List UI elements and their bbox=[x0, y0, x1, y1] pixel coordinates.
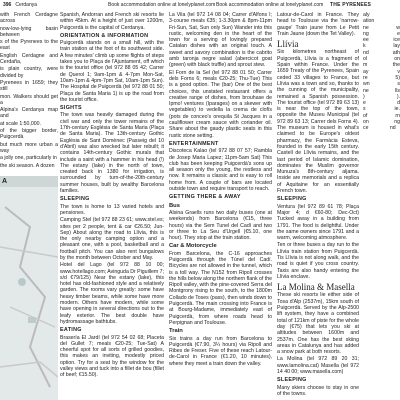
map-title: A bbox=[0, 176, 58, 187]
subheading-bus: Bus bbox=[169, 202, 180, 209]
lavila-paragraph: La Vila (tel 972 14 08 04; Carrer d'Alfons I; 3-course meals €35; 1-3.30pm & 8pm-11pm Fri-Sun, Sat, Sun only Sun) Wander into this rustic, welcoming den in the heart of the town for a serving of lovingly prepared Catalan dishes with an original touch. A sweet and savory combination is the cabrito amb taronja negre salad (abercicot goat (green) with black truffle) and sprout stew. bbox=[169, 12, 272, 69]
intro-paragraph: Spanish, Andorran and French ski resorts lie within 45km. At a height of just over 1200m, Puigcerdà is the capital of Cerdanya. bbox=[60, 12, 164, 31]
header-url-right[interactable]: Book accommodation online at lonelyplanet.com bbox=[216, 2, 324, 8]
llivia-paragraph: Six kilometres northeast of Puigcerdà, Llívia is a fragment of Spain within France. Under the 1659 Treaty of the Pyrenees, Spain ceded 33 villages to France, but Llívia was a town and so, thanks to the cunning of the municipality, remained a Spanish possession. The tourist office (tel 972 89 63 13) is near the top of the town, opposite the Museu Municipal (tel 972 89 63 13; Carrer dels Forns 4). The museum is housed in what's claimed to be Europe's oldest pharmacy, the Farmàcia Esteva, founded in the early 15th century. Castell de Llívia remains, and the last period of Islamic domination, dominates the Muslim governor Munuza's 8th-century aljama. Inside are memorials and a replica of Aquitaine for an essentially French town. bbox=[277, 49, 359, 195]
section-heading-sights: SIGHTS bbox=[60, 105, 82, 112]
col1-line: the ski season. A dozen bbox=[0, 162, 55, 169]
section-heading-orientation: ORIENTATION & INFORMATION bbox=[60, 32, 149, 39]
hotel-paragraph: Hotel del Lago (tel 972 88 10 00; www.hotellago.com; Avinguda Dr Piguillem 7; s/d €79/125) Near the estany (lake), this hotel has old-fashioned style and a relatively garden. The rooms vary greatly: some have heavy timber beams, while some have more modern. Others have modern, while some have opening in several directions out to the leafy exterior. The best double have hydromassage bathtubs. bbox=[60, 262, 164, 325]
col4-intro: Latour-de-Carol in France. They head to Toulouse via the 'narrow-gauge' Train jaune from Le Petit Train Jaune (down the Tet Valley). bbox=[277, 12, 359, 37]
car-paragraph: From Barcelona, the C-16 approaches Puigcerdà through the Túnel del Cadí. Bicycles are not allowed in the tunnel, which is a toll way. The N152 from Ripoll crosses the hills below along the northern flank of the Ripoll valley, with the pine-covered Serra del Montgrony rising to the south, to the 1800m Collado de Toses (pass), then winds down to Puigcerdà. The main crossing into France is at Bourg-Madame, immediately east of Puigcerdà, from where roads head to Perpignan and Toulouse. bbox=[169, 250, 272, 326]
town-map bbox=[0, 176, 58, 400]
section-heading-molina-sleeping: SLEEPING bbox=[277, 377, 307, 384]
col1-line: a jolly one, particularly in bbox=[0, 155, 57, 162]
molina-sleeping-paragraph: Many skiers choose to stay in one of the towns. bbox=[277, 384, 359, 397]
col1-line: Pyrenees in 1659; they still bbox=[0, 79, 58, 93]
col1-line: Alpina's Cerdanya map and bbox=[0, 107, 58, 120]
header-url-left[interactable]: Book accommodation online at lonelyplanet.com bbox=[108, 2, 216, 8]
bus-paragraph: Alsina Graells runs two daily buses (one at weekends) from Barcelona (€15, three hours) via the Sem Tunel del Cadí and two or three to La Seu d'Urgell (€5.10, one hour). They stop at the train station. bbox=[169, 209, 272, 242]
camping-paragraph: Camping Stel (tel 972 88 23 61; www.stel.es; sites per 2 people, tent & car €26.50; Jun-Sep) About along the road to Llívia, this is the only nearby camping option and a pleasant one, with a pool, basketball and a football pitch. You can also rent bungalows by the month between October and May. bbox=[60, 217, 164, 261]
subheading-car: Car & Motorcycle bbox=[169, 243, 217, 250]
section-heading-sleeping: SLEEPING bbox=[60, 196, 90, 203]
molina-paragraph: These ski resorts lie either side of Tosa d'Alp (2537m), 15km south of Puigcerdà. Served by the Alp-2500 lift system, they have a combined total of 121km of piste for the whole day (€75) that lets you ski at altitudes between 1600m and 2537m. One has the best skiing areas in Catalunya and has added a snow park at both resorts. bbox=[277, 292, 359, 356]
map-graphic bbox=[0, 187, 58, 400]
resort-contacts: La Molina (tel 972 89 20 31; www.lamolina.cat) Masella (tel 972 14 40 00; www.masella.com) bbox=[277, 356, 359, 376]
transport-paragraph: Ten or three buses a day run to the Llívia train station from Puigcerdà. Tis Llívia is not along walk, and the road is quiet if you cross country. Taxis are also handy entering the Llívia enclave. bbox=[277, 242, 359, 280]
column-2 bbox=[60, 12, 164, 398]
col1-line: mon. Walkers should get a bbox=[0, 93, 58, 106]
page-header bbox=[0, 0, 400, 10]
col1-line: English Cerdagne and Cerdaña, bbox=[0, 52, 58, 66]
col1-line: s of the Pyrenees to the east bbox=[0, 39, 58, 52]
col1-line: with French Cerdagne across bbox=[0, 12, 58, 25]
eating-paragraph: Brasería El Jardí (tel 972 54 02 68; Placeta del Gullet 7; meals €20-25; Tue-Sat) A cheerful spot for all sorts of grilled goodies, this makes an inviting, modestly priced option. Try for a seat by the window for the valley views and tuck into a fillet de bou (fillet of beef; €15.50). bbox=[60, 334, 164, 379]
col1-line: is plain country, were divided by bbox=[0, 66, 58, 79]
section-heading-llivia: Llívia bbox=[277, 39, 299, 50]
section-heading-llivia-sleeping: SLEEPING bbox=[277, 196, 307, 203]
col1-line: at scale 1:50,000. bbox=[0, 120, 41, 127]
orientation-paragraph: Puigcerdà stands on a small hill, with the train station at the foot of its southwest side. A few minutes' climb up some flights of steps takes you to Plaça de l'Ajuntament, off which is the tourist office (tel 972 88 05 42; Carrer de Querol 1; 9am-1pm & 4-7pm Mon-Sat, 10am-1pm & 4pm-7pm Sat, 10am-1pm Sun). The Hospital de Puigcerdà (tel 972 88 01 50; Plaça de Santa Maria 1) is up the road from the tourist office. bbox=[60, 40, 164, 103]
train-paragraph: Six trains a day run from Barcelona to Puigcerdà (€7.90, 3¼ hours) via Ripoll and Ribes de Freser. Five of these reach Latour-de-Carol in France (€1.20, 10 minutes), where they meet a train down the valley. bbox=[169, 335, 272, 367]
sleeping-paragraph: The town is home to 13 varied hotels and pensiones. bbox=[60, 203, 164, 216]
ventura-paragraph: Ventura (tel 972 89 61 78; Plaça Major 4; d €60-80; Dec-Oct) Tucked away in a building from 1791. The food is delightful. Under the same owners since 1791 and a warm, welcoming atmosphere. bbox=[277, 203, 359, 242]
col1-line: now-low-lying basin between bbox=[0, 25, 58, 38]
entertainment-paragraph: Discoteca Kalao (tel 972 88 07 57; Rambla de Josep Maria Lapez; 11pm-5am Sat) This club has been keeping Puigcerdà's sons up all season only the young, the restless and now. It remains a classic and is easy to roll home from. A couple of bars are located outside town and require transport to reach. bbox=[169, 148, 272, 193]
section-heading-entertainment: ENTERTAINMENT bbox=[169, 140, 219, 147]
header-place: Cerdanya bbox=[15, 2, 38, 8]
column-5-cutoff bbox=[363, 12, 400, 398]
elforn-paragraph: El Forn de la Sel (tel 972 88 01 50; Carrer dels Forns 6; meals €20-25; Thu-Tue) This is a good option. The (bar) One of the best choices, this unstated restaurant offers a creative range of dishes, from brouhase de Ipmo! ventures (Iparages) on a skewer with vegetables) to vedella la crema de clofís (pots de conceo's orequila St Jacques in a cauliflower cream sauce with coriander oil. Share about the gaudy plastic seats in this rustic stone setting. bbox=[169, 69, 272, 139]
section-heading-molina: La Molina & Masella bbox=[277, 282, 355, 293]
col1-line: but much more urban a way bbox=[0, 141, 58, 154]
col5-fragments: aly ation ne w ng e ee ice k lay nd ath ol on m the ay v re 5) wn s ne lls ) ). e d s ie. of rn on ng ce nd bbox=[363, 12, 400, 132]
section-heading-getting-there: GETTING THERE & AWAY bbox=[169, 194, 241, 201]
subheading-train: Train bbox=[169, 328, 183, 335]
page-number: 396 Cerdanya bbox=[3, 2, 38, 8]
col1-line: of the bigger border, Puigcerdà bbox=[0, 128, 58, 141]
sights-paragraph: The town was heavily damaged during the civil war and only the tower remains of the 17th-century Església de Santa Maria (Plaça de Santa Maria). The 13th-century Gothic Església de Sant Domènec (Passeig del 10 d'Abril) was also wrecked but later rebuilt; it contains 14th-century Gothic murals that include a saint with a hammer in his head (!) The estany (lake) in the north of town, created back in 1380 for irrigation, is surrounded by turn-of-the-20th-century summer houses, built by wealthy Barcelona families. bbox=[60, 112, 164, 195]
chapter-title: THE PYRENEES bbox=[330, 2, 372, 8]
section-heading-eating: EATING bbox=[60, 327, 82, 334]
column-4 bbox=[277, 12, 359, 398]
column-3 bbox=[169, 12, 272, 398]
